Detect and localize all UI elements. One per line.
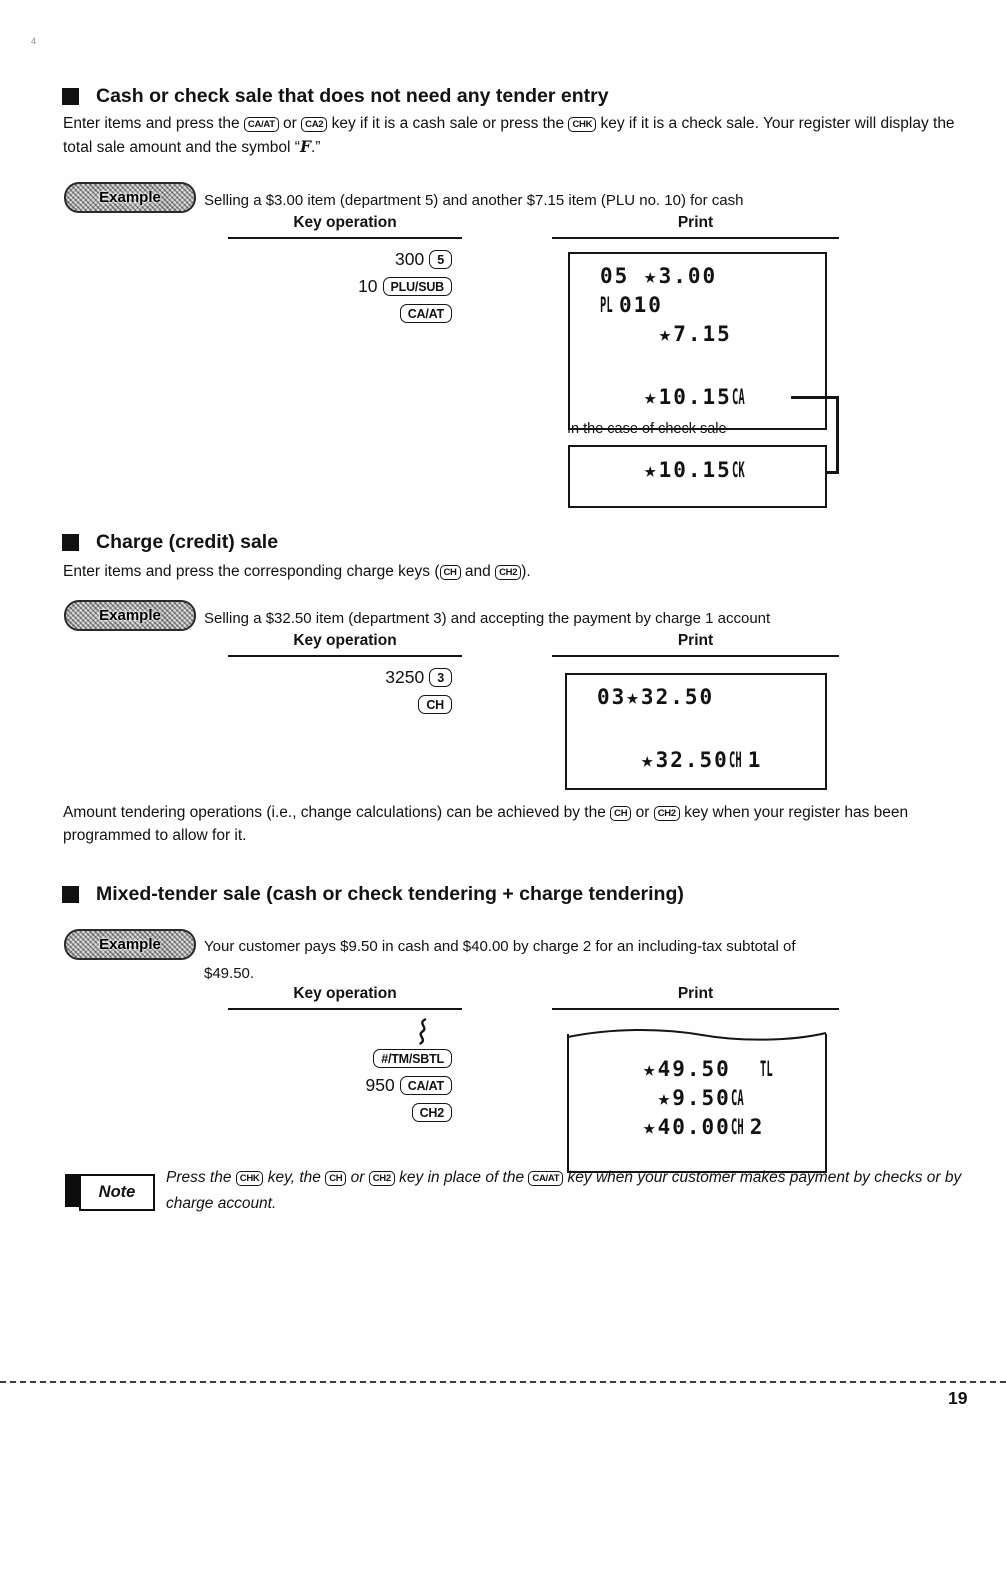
receipt-line: ★10.15CK <box>570 456 825 485</box>
example3-caption-line1: Your customer pays $9.50 in cash and $40.00 by charge 2 for an including-tax subtotal of <box>204 938 796 955</box>
example2-caption: Selling a $32.50 item (department 3) and accepting the payment by charge 1 account <box>204 610 771 627</box>
scan-speck: 4 <box>31 36 37 46</box>
example2-receipt <box>565 673 827 790</box>
display-symbol-f: F <box>299 137 311 156</box>
print-header: Print <box>552 214 839 239</box>
key-operation-row <box>395 248 452 271</box>
key-operation-row <box>418 693 452 716</box>
key-entry-number: 10 <box>358 276 378 296</box>
receipt-symbol-pl: PL <box>600 293 613 317</box>
keycap-ca2: CA2 <box>301 117 327 132</box>
heading-square-icon <box>62 534 79 551</box>
keycap-ch2: CH2 <box>412 1103 452 1122</box>
section-heading-charge <box>62 531 278 554</box>
connector-line <box>791 396 839 399</box>
receipt-symbol-tl: TL <box>760 1057 773 1081</box>
print-header: Print <box>552 632 839 657</box>
receipt-line: ★49.50 TL <box>569 1055 825 1084</box>
keycap-ch2: CH2 <box>495 565 521 580</box>
note-badge: Note <box>79 1174 155 1211</box>
continuation-squiggle <box>415 1018 452 1045</box>
keycap-ch2: CH2 <box>369 1171 395 1186</box>
section2-intro: Enter items and press the corresponding charge keys ( CH and CH2 ). <box>63 563 531 580</box>
connector-line <box>836 396 839 474</box>
receipt-symbol-ca: CA <box>730 1086 744 1110</box>
heading-square-icon <box>62 88 79 105</box>
keycap-ca-at: CA/AT <box>400 1076 452 1095</box>
keycap-ca-at: CA/AT <box>244 117 279 132</box>
receipt-symbol-ch: CH <box>728 748 742 772</box>
page-number: 19 <box>948 1388 968 1408</box>
example3-key-operations <box>230 1018 452 1128</box>
section-title: Mixed-tender sale (cash or check tendering + charge tendering) <box>96 883 684 905</box>
section-heading-mixed-tender <box>62 883 684 906</box>
keycap-ca-at: CA/AT <box>528 1171 563 1186</box>
heading-square-icon <box>62 886 79 903</box>
keycap-chk: CHK <box>236 1171 264 1186</box>
example1-key-operations <box>230 248 452 329</box>
check-sale-label: In the case of check sale <box>567 421 727 437</box>
key-operation-header: Key operation <box>228 214 462 239</box>
key-operation-row <box>385 666 452 689</box>
section1-intro: Enter items and press the CA/AT or CA2 key if it is a cash sale or press the CHK key if it is a check sale. Your register will display the total sale amount and the symbol “F.” <box>63 115 955 156</box>
receipt-symbol-number: 1 <box>747 748 763 772</box>
squiggle-icon <box>415 1018 430 1045</box>
key-operation-header: Key operation <box>228 632 462 657</box>
example1-receipt-check <box>568 445 827 508</box>
tendering-paragraph: Amount tendering operations (i.e., change calculations) can be achieved by the CH or CH2 key when your register has been programmed to allow for it. <box>63 804 909 844</box>
torn-receipt-edge <box>567 1026 827 1042</box>
keycap-ch2: CH2 <box>654 806 680 821</box>
receipt-symbol-ch: CH <box>730 1115 744 1139</box>
footer-divider <box>0 1381 1006 1383</box>
receipt-line: ★7.15 <box>600 322 732 346</box>
keycap-5: 5 <box>429 250 452 269</box>
receipt-line <box>567 712 825 746</box>
receipt-line: ★9.50CA <box>569 1084 825 1113</box>
keycap-ch: CH <box>610 806 631 821</box>
key-operation-row <box>366 1074 452 1097</box>
receipt-symbol-ca: CA <box>731 385 745 409</box>
key-operation-row <box>358 275 452 298</box>
key-entry-number: 300 <box>395 249 425 269</box>
keycap-ch: CH <box>325 1171 346 1186</box>
keycap-3: 3 <box>429 668 452 687</box>
receipt-line: ★10.15CA <box>570 383 825 412</box>
section-heading-cash-check <box>62 85 609 108</box>
example2-key-operations <box>230 666 452 720</box>
example-badge: Example <box>64 600 196 631</box>
example3-caption-line2: $49.50. <box>204 965 255 982</box>
key-entry-number: 950 <box>365 1075 395 1095</box>
receipt-line: PL 010 <box>570 291 825 320</box>
receipt-line: ★40.00CH 2 <box>569 1113 825 1142</box>
key-entry-number: 3250 <box>385 667 425 687</box>
receipt-symbol-ck: CK <box>731 458 745 482</box>
receipt-line <box>570 349 825 383</box>
example-badge: Example <box>64 929 196 960</box>
receipt-line: 03★32.50 <box>597 685 715 709</box>
keycap-plu-sub: PLU/SUB <box>383 277 452 296</box>
keycap-ca-at: CA/AT <box>400 304 452 323</box>
key-operation-header: Key operation <box>228 985 462 1010</box>
example1-caption: Selling a $3.00 item (department 5) and another $7.15 item (PLU no. 10) for cash <box>204 192 744 209</box>
keycap-chk: CHK <box>568 117 596 132</box>
note-text: Press the CHK key, the CH or CH2 key in place of the CA/AT key when your customer makes payment by checks or by charge account. <box>166 1169 962 1212</box>
example1-receipt-cash <box>568 252 827 430</box>
keycap-tm-sbtl: #/TM/SBTL <box>373 1049 452 1068</box>
section-title: Charge (credit) sale <box>96 531 279 553</box>
key-operation-row <box>400 302 452 325</box>
note-accent-bar <box>65 1174 79 1207</box>
example-badge: Example <box>64 182 196 213</box>
section-title: Cash or check sale that does not need any tender entry <box>96 85 609 107</box>
receipt-symbol-number: 2 <box>749 1115 765 1139</box>
receipt-line: ★32.50CH 1 <box>567 746 825 775</box>
keycap-ch: CH <box>418 695 452 714</box>
receipt-line: 05 ★3.00 <box>600 264 718 288</box>
key-operation-row <box>373 1047 452 1070</box>
example3-receipt <box>567 1034 827 1173</box>
keycap-ch: CH <box>440 565 461 580</box>
key-operation-row <box>412 1101 452 1124</box>
print-header: Print <box>552 985 839 1010</box>
